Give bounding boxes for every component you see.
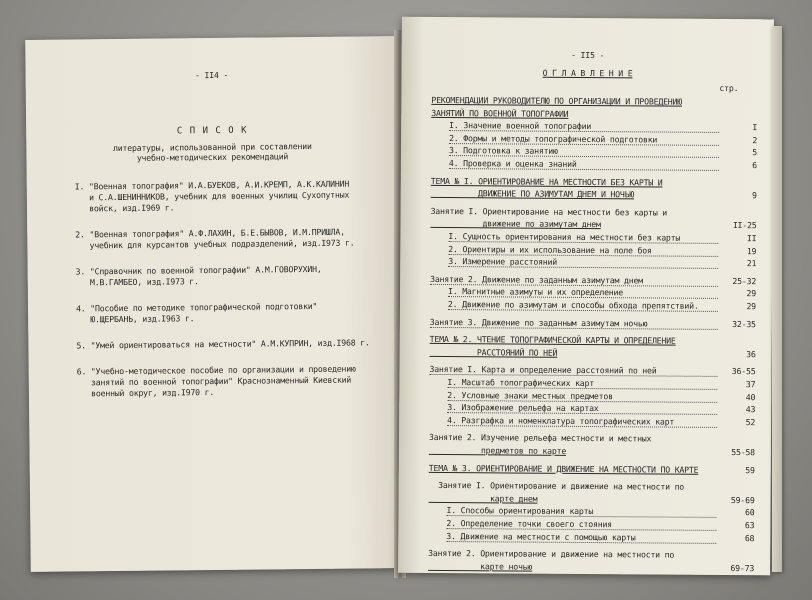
toc-lesson: Занятие 2. Изучение рельефа местности и местных [428, 432, 652, 444]
toc-item: движение по азимутам днем [430, 218, 601, 230]
bibliography-entry-line: М.В.ГАМБЕО, изд.I973 г. [75, 276, 199, 288]
bibliography-entry-line: 6. "Учебно-методическое пособие по организации и проведению [76, 363, 356, 377]
toc-lesson: Занятие I. Ориентирование и движение на местности по [428, 480, 685, 492]
page-number-left: - II4 - [194, 69, 229, 81]
toc-lesson: Занятие 2. Ориентирование и движение на местности по [428, 548, 675, 560]
toc-leader-dots [446, 541, 716, 544]
toc-page-number: 29 [746, 288, 757, 299]
toc-item: I. Сущность ориентирования на местности без карты [448, 231, 681, 243]
toc-item: 2. Определение точки своего стояния [446, 518, 612, 530]
subtitle-line: литературы, использованной при составлении [112, 140, 312, 154]
toc-item: 3. Изображение рельефа на картах [447, 402, 599, 414]
toc-item: 3. Измерение расстояний [448, 256, 558, 267]
toc-page-number: 9 [751, 190, 757, 201]
toc-item: предметов по карте [428, 444, 567, 456]
toc-page-number: 52 [745, 416, 756, 427]
toc-item: 2. Ориентиры и их использование на поле боя [448, 243, 652, 256]
toc-page-number: 40 [745, 391, 756, 402]
toc-leader-dots [448, 266, 718, 269]
toc-page-number: 32-35 [732, 318, 756, 329]
bibliography-entry-line: 3. "Справочник по военной топографии" А.М.ГОВОРУХИН, [75, 263, 322, 277]
toc-page-number: 19 [746, 245, 757, 256]
toc-item: РЕКОМЕНДАЦИИ РУКОВОДИТЕЛЮ ПО ОРГАНИЗАЦИИ И ПРОВЕДЕНИЮ [431, 94, 683, 107]
bibliography-entry-line: 2. "Военная топография" А.Ф.ЛАХИН, Б.Е.БЫВОВ, И.М.ПРИШЛА, [75, 226, 345, 240]
right-page [398, 17, 774, 576]
bibliography-entry-line: войск, изд.I969 г. [74, 202, 175, 214]
toc-page-number: 2 [752, 134, 758, 145]
subtitle-line: учебно-методических рекомендаций [136, 151, 289, 163]
toc-item: РАССТОЯНИЙ ПО НЕЙ [429, 346, 558, 358]
page-edges [772, 26, 782, 572]
toc-item: I. Значение военной топографии [449, 120, 592, 132]
toc-page-number: 55-58 [731, 447, 755, 458]
toc-leader-dots [430, 327, 718, 330]
toc-page-number: 59 [745, 464, 755, 475]
toc-item: ЗАНЯТИЙ ПО ВОЕННОЙ ТОПОГРАФИИ [431, 107, 569, 119]
bibliography-entry-line: 5. "Умей ориентироваться на местности" А.М.КУПРИН, изд.I968 г. [76, 337, 370, 351]
bibliography-entry-line: занятий по военной топографии" Краснознаменный Киевский [76, 374, 352, 388]
bibliography-title: С П И С О К [176, 125, 248, 137]
toc-lesson: Занятие 2. Движение по заданным азимутам днем [430, 273, 643, 286]
toc-item: I. Способы ориентирования карты [446, 505, 594, 517]
toc-page-number: 69-73 [730, 562, 755, 573]
bibliography-entry-line: 4. "Пособие по методике топографической подготовки" [75, 300, 318, 314]
toc-item: 2. Формы и методы топографической подготовки [449, 132, 658, 145]
bibliography-entry-line: Ю.ЩЕРБАНЬ, изд.I963 г. [76, 313, 195, 325]
toc-item: 3. Подготовка к занятию [448, 145, 558, 157]
toc-item: ДВИЖЕНИЕ ПО АЗИМУТАМ ДНЕМ И НОЧЬЮ [430, 188, 635, 200]
toc-item: 2. Условные знаки местных предметов [447, 389, 613, 401]
toc-page-number: 25-32 [732, 275, 757, 286]
toc-item: карте днем [428, 492, 538, 504]
toc-page-number: II [746, 233, 757, 244]
toc-item: карте ночью [428, 560, 533, 572]
toc-page-number: 37 [745, 379, 756, 390]
toc-lesson: Занятие 3. Движение по заданным азимутам ночью [429, 316, 648, 329]
toc-item: 4. Разграфка и номенклатура топографических карт [447, 414, 675, 427]
toc-page-number: 29 [746, 301, 756, 312]
toc-item: 4. Проверка и оценка знаний [448, 158, 577, 169]
toc-page-number: 21 [746, 258, 757, 269]
toc-page-number: I [752, 122, 758, 133]
toc-page-number: II-25 [732, 220, 757, 231]
toc-item: 3. Движение на местности с помощью карты [446, 530, 636, 542]
toc-page-number: 5 [752, 147, 758, 158]
toc-item: 2. Движение по азимутам и способы обхода препятствий. [447, 299, 699, 311]
toc-page-number: 59-69 [730, 494, 755, 505]
toc-page-number: 6 [752, 160, 757, 171]
toc-page-number: 43 [745, 404, 756, 415]
toc-heading: О Г Л А В Л Е Н И Е [542, 67, 633, 79]
toc-lesson: Занятие I. Ориентирование на местности без карты и [430, 205, 668, 218]
page-number-right: - II5 - [571, 49, 605, 61]
toc-page-number: 36 [746, 348, 756, 359]
left-page [25, 36, 403, 572]
toc-topic: ТЕМА № 2. ЧТЕНИЕ ТОПОГРАФИЧЕСКОЙ КАРТЫ И ОПРЕДЕЛЕНИЕ [429, 334, 676, 346]
toc-page-number: 63 [744, 520, 755, 531]
toc-page-number: 60 [744, 507, 755, 518]
toc-page-number: 36-55 [731, 366, 756, 377]
toc-topic: ТЕМА № I. ОРИЕНТИРОВАНИЕ НА МЕСТНОСТИ БЕЗ КАРТЫ И [430, 175, 663, 188]
toc-topic: ТЕМА № 3. ОРИЕНТИРОВАНИЕ И ДВИЖЕНИЕ НА МЕСТНОСТИ ПО КАРТЕ [428, 462, 699, 475]
toc-leader-dots [449, 168, 719, 171]
toc-item: I. Магнитные азимуты и их определение [447, 286, 624, 298]
toc-page-number: 68 [744, 532, 755, 543]
toc-item: I. Масштаб топографических карт [447, 377, 595, 389]
bibliography-entry-line: и С.А.ШЕНИННИКОВ, учебник для военных училищ Сухопутных [74, 189, 350, 203]
bibliography-entry-line: I. "Военная топография" И.А.БУЕКОВ, А.И.КРЕМП, А.К.КАЛИНИН [74, 178, 350, 192]
toc-leader-dots [447, 425, 717, 428]
bibliography-entry-line: учебник для курсантов учебных подразделений, изд.I973 г. [75, 237, 355, 251]
page-column-label: стр. [719, 82, 739, 94]
toc-lesson: Занятие I. Карта и определение расстояний по ней [429, 364, 657, 376]
bibliography-entry-line: военный округ, изд.I970 г. [76, 387, 215, 399]
